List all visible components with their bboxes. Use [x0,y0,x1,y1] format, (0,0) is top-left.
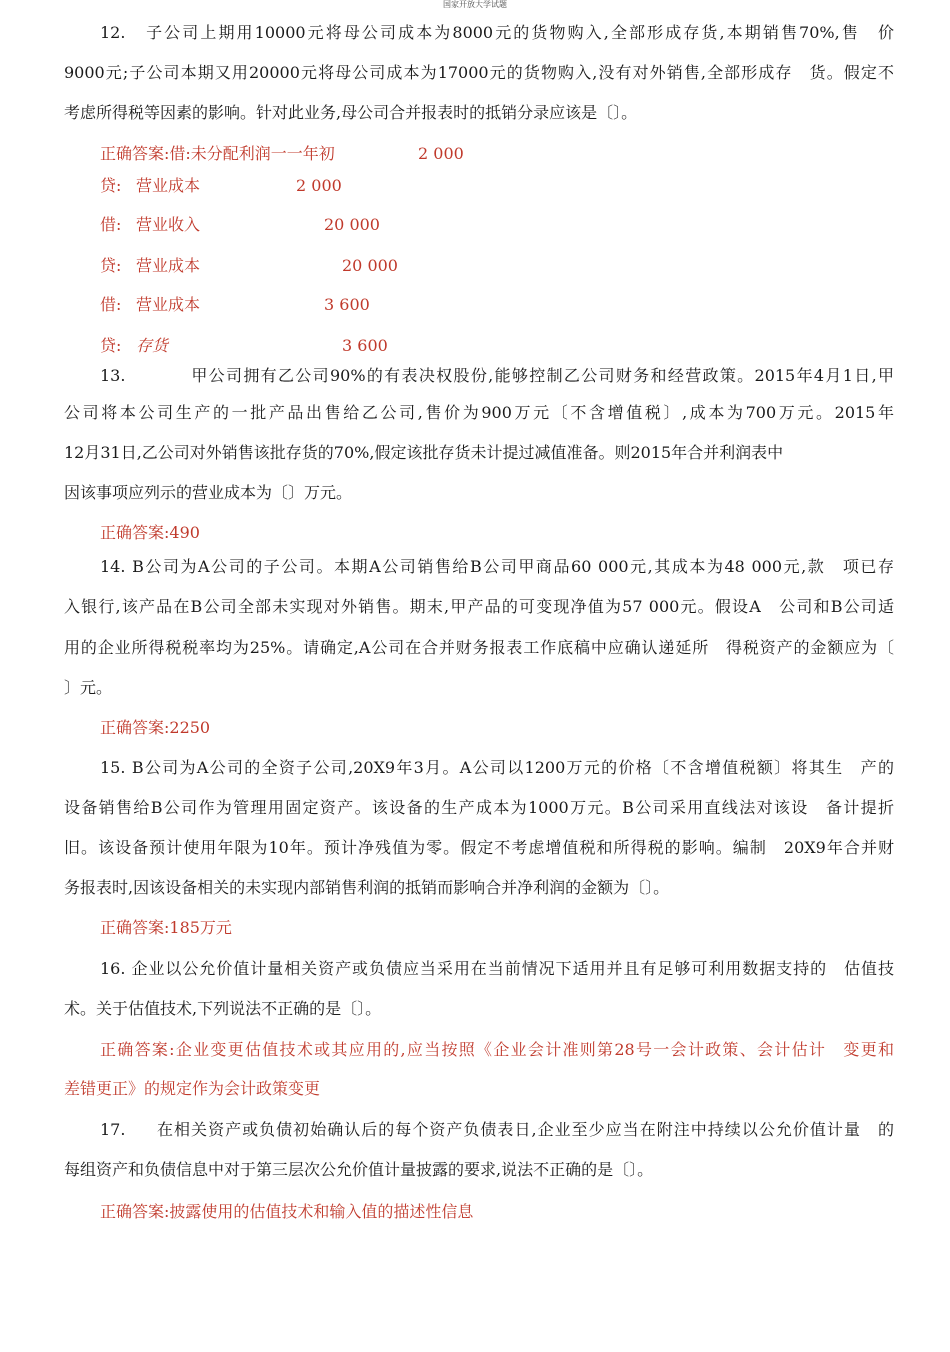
q15-line-3: 旧。该设备预计使用年限为10年。预计净残值为零。假定不考虑增值税和所得税的影响。编制 20X9年合并财 [64,838,894,857]
q12-answer-label: 正确答案:借:未分配利润一一年初 [100,144,335,163]
q13-answer: 正确答案:490 [100,523,200,542]
q17-line-2: 每组资产和负债信息中对于第三层次公允价值计量披露的要求,说法不正确的是〔〕。 [64,1160,654,1179]
q12-entry-3-account: 营业成本 [136,256,201,275]
q16-line-2: 术。关于估值技术,下列说法不正确的是〔〕。 [64,999,382,1018]
q12-line-2: 9000元;子公司本期又用20000元将母公司成本为17000元的货物购入,没有对外销售,全部形成存 货。假定不 [64,63,894,82]
q12-entry-1-amount: 2 000 [296,176,342,195]
q12-entry-3-amount: 20 000 [342,256,398,275]
q16-answer-line-2: 差错更正》的规定作为会计政策变更 [64,1079,321,1098]
q13-line-3: 12月31日,乙公司对外销售该批存货的70%,假定该批存货未计提过减值准备。则2015年合并利润表中 [64,443,784,462]
q12-entry-2-account: 营业收入 [136,215,201,234]
q12-number: 12. [100,23,126,42]
q12-entry-1-account: 营业成本 [136,176,201,195]
q17-line-1: 17. 在相关资产或负债初始确认后的每个资产负债表日,企业至少应当在附注中持续以公允价值计量 的 [100,1120,894,1139]
q15-answer: 正确答案:185万元 [100,918,232,937]
q14-line-3: 用的企业所得税税率均为25%。请确定,A公司在合并财务报表工作底稿中应确认递延所 得税资产的金额应为〔 [64,638,894,657]
q12-entry-5-account: 存货 [136,336,169,355]
q14-answer: 正确答案:2250 [100,718,211,737]
q15-line-2: 设备销售给B公司作为管理用固定资产。该设备的生产成本为1000万元。B公司采用直线法对该设 备计提折 [64,798,894,817]
q12-entry-2-side: 借: [100,215,122,234]
q17-number: 17. [100,1120,126,1139]
page-header: 国家开放大学试题 [443,0,507,9]
q12-answer-amount: 2 000 [418,144,464,163]
q12-entry-3-side: 贷: [100,256,122,275]
q12-entry-4-side: 借: [100,295,122,314]
q12-line-3: 考虑所得税等因素的影响。针对此业务,母公司合并报表时的抵销分录应该是〔〕。 [64,103,638,122]
q12-entry-4-amount: 3 600 [324,295,370,314]
q12-entry-5-side: 贷: [100,336,122,355]
q17-answer: 正确答案:披露使用的估值技术和输入值的描述性信息 [100,1202,474,1221]
q13-line-2: 公司将本公司生产的一批产品出售给乙公司,售价为900万元〔不含增值税〕,成本为700万元。2015年 [64,403,894,422]
q14-line-1: 14. B公司为A公司的子公司。本期A公司销售给B公司甲商品60 000元,其成本为48 000元,款 项已存 [100,557,894,576]
q12-line-1: 12. 子公司上期用10000元将母公司成本为8000元的货物购入,全部形成存货,本期销售70%,售 价 [100,23,894,42]
q13-line-1: 13. 甲公司拥有乙公司90%的有表决权股份,能够控制乙公司财务和经营政策。2015年4月1日,甲 [100,366,894,385]
q14-line-2: 入银行,该产品在B公司全部未实现对外销售。期末,甲产品的可变现净值为57 000元。假设A 公司和B公司适 [64,597,894,616]
q12-entry-1-side: 贷: [100,176,122,195]
q12-entry-4-account: 营业成本 [136,295,201,314]
q16-line-1: 16. 企业以公允价值计量相关资产或负债应当采用在当前情况下适用并且有足够可利用数据支持的 估值技 [100,959,894,978]
q12-entry-5-amount: 3 600 [342,336,388,355]
q13-line-4: 因该事项应列示的营业成本为〔〕万元。 [64,483,353,502]
q13-number: 13. [100,366,126,385]
q12-entry-2-amount: 20 000 [324,215,380,234]
q14-line-4: 〕元。 [64,678,113,697]
q15-line-4: 务报表时,因该设备相关的未实现内部销售利润的抵销而影响合并净利润的金额为〔〕。 [64,878,670,897]
q15-line-1: 15. B公司为A公司的全资子公司,20X9年3月。A公司以1200万元的价格〔不含增值税额〕将其生 产的 [100,758,894,777]
q16-answer-line-1: 正确答案:企业变更估值技术或其应用的,应当按照《企业会计准则第28号一会计政策、会计估计 变更和 [100,1040,894,1059]
